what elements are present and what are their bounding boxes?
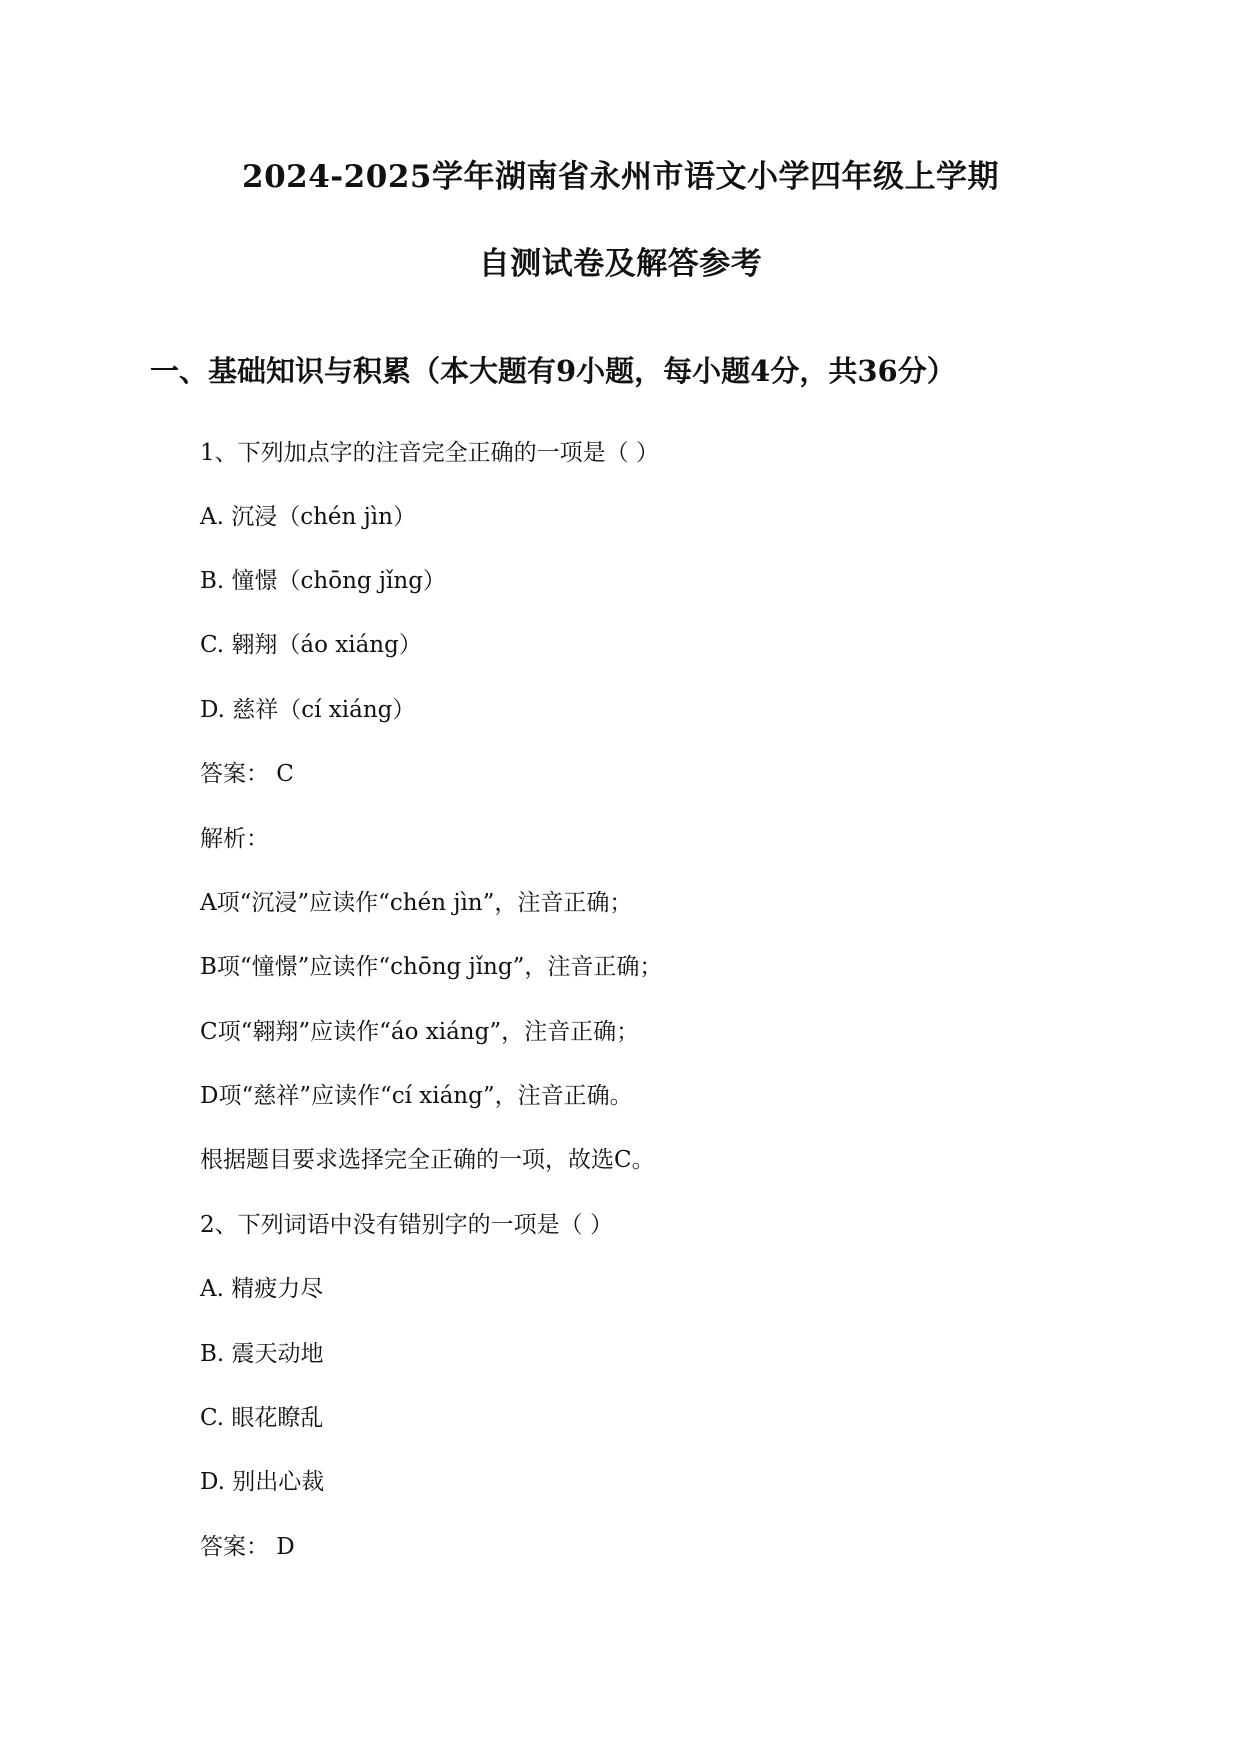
- question-1-option-c: C. 翱翔（áo xiáng）: [200, 632, 422, 658]
- question-2-option-a: A. 精疲力尽: [200, 1276, 324, 1302]
- document-title-line-2: 自测试卷及解答参考: [478, 246, 763, 282]
- question-2-option-c: C. 眼花瞭乱: [200, 1405, 324, 1431]
- question-2-option-b: B. 震天动地: [200, 1341, 324, 1367]
- question-1-analysis-line: A项“沉浸”应读作“chén jìn”，注音正确；: [200, 890, 633, 916]
- question-1-answer: 答案： C: [200, 761, 294, 787]
- question-2-answer: 答案： D: [200, 1534, 295, 1560]
- question-1-analysis-line: B项“憧憬”应读作“chōng jǐng”，注音正确；: [200, 954, 663, 980]
- document-title-line-1: 2024-2025学年湖南省永州市语文小学四年级上学期: [242, 159, 999, 195]
- question-1-option-b: B. 憧憬（chōng jǐng）: [200, 568, 446, 594]
- question-1-analysis-label: 解析：: [200, 826, 269, 852]
- question-1-analysis-line: C项“翱翔”应读作“áo xiáng”，注音正确；: [200, 1019, 640, 1045]
- section-heading-basic-knowledge: 一、基础知识与积累（本大题有9小题，每小题4分，共36分）: [150, 354, 956, 388]
- question-2-stem: 2、下列词语中没有错别字的一项是（ ）: [200, 1212, 613, 1238]
- question-2-option-d: D. 别出心裁: [200, 1469, 325, 1495]
- question-1-option-d: D. 慈祥（cí xiáng）: [200, 697, 416, 723]
- question-1-conclusion: 根据题目要求选择完全正确的一项，故选C。: [200, 1147, 655, 1173]
- question-1-option-a: A. 沉浸（chén jìn）: [200, 504, 416, 530]
- question-1-stem: 1、下列加点字的注音完全正确的一项是（ ）: [200, 440, 659, 466]
- question-1-analysis-line: D项“慈祥”应读作“cí xiáng”，注音正确。: [200, 1083, 633, 1109]
